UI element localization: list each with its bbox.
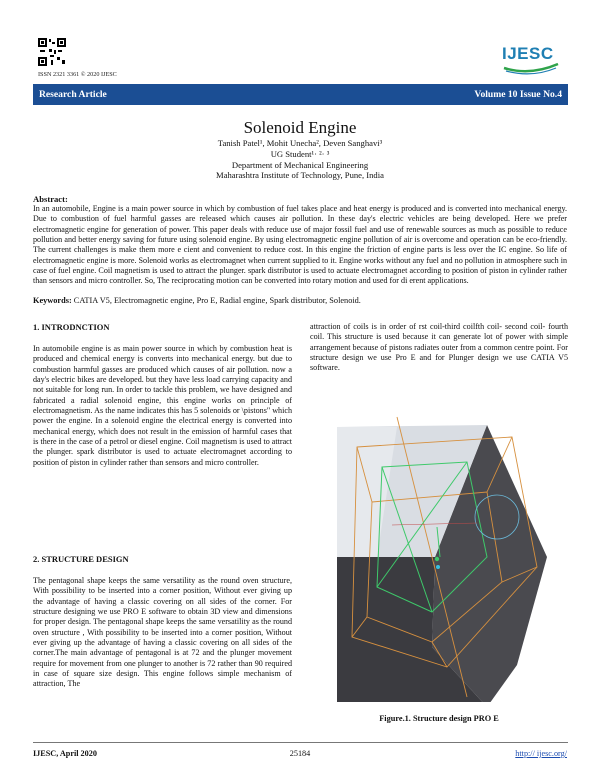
abstract-text: In an automobile, Engine is a main power source in which by combustion of fuel takes place and heat energy is produced and is converted into mechanical energy. Due to combustion of fuel harmful gasses are released which causes air pollution. In these day's electric vehicles are being developed. Here we prefer electromagnetic engine for generation of power. This paper deals with reduce use of major fossil fuel and use of renewable sources as much as possible to reduce pollution and better energy saving for future using solenoid engine. By using electromagnetic engine pollution of air is overcome and operation can be eco-friendly. The current challenges is make them more e cient and convenient to reduce cost. In this engine the friction of engine parts is less over the IC engine. So life of electromagnetic engine is more. Solenoid works as electromagnet when current supplied to it. Engine works without any fuel and no pollution in atmosphere such in case of fuel engine. Coil magnetism is used to attract the plunger. spark distributor is used to actuate electromagnet according to position of piston in cylinder rather than sensors and micro controller. So, The reciprocating motion can be converted into rotary motion and used for di erent applications. [33, 204, 567, 286]
institute: Maharashtra Institute of Technology, Pune, India [216, 170, 384, 180]
author-role: UG Student¹· ²· ³ [270, 149, 330, 159]
footer-journal: IJESC, April 2020 [33, 749, 97, 758]
qr-code [38, 38, 66, 66]
keywords-line [33, 296, 567, 305]
section2-heading: 2. STRUCTURE DESIGN [33, 554, 129, 564]
structure-design-figure [337, 407, 547, 702]
abstract-heading: Abstract: [33, 194, 68, 204]
keywords-text: CATIA V5, Electromagnetic engine, Pro E, Radial engine, Spark distributor, Solenoid. [71, 296, 361, 305]
section1-text: In automobile engine is as main power source in which by combustion heat is produced and chemical energy is converts into mechanical energy. but due to combustion harmful gasses are produced which causes of air pollution. now a day's electric bikes are developed. but they have less load carrying capacity and not suitable for long run. In order to tackle this problem, we have designed and fabricated a radial solenoid engine, this engine works on principle of electromagnetism. As the name indicates this has 5 solenoids or \pistons" which power the engine. In a solenoid engine the electrical energy is converted into mechanical energy, which does not result in the emission of harmful cases that is there in the case of a petrol or diesel engine. Coil magnetism is used to attract the plunger. spark distributor is used to actuate electromagnet according to position of piston in cylinder rather than sensors and micro controller. [33, 344, 292, 467]
section1-heading: 1. INTRODNCTION [33, 322, 110, 332]
issn-line: ISSN 2321 3361 © 2020 IJESC [38, 71, 117, 78]
footer-divider [33, 742, 568, 743]
authors: Tanish Patel¹, Mohit Unecha², Deven Sanghavi³ [217, 138, 383, 148]
article-type: Research Article [39, 89, 107, 100]
volume-issue: Volume 10 Issue No.4 [474, 89, 562, 100]
page-number: 25184 [289, 749, 311, 758]
journal-logo [496, 40, 566, 76]
article-banner [33, 84, 568, 105]
keywords-label: Keywords: [33, 296, 72, 305]
logo-text: IJESC [502, 44, 554, 63]
journal-url-link[interactable]: http:// ijesc.org/ [515, 749, 567, 758]
section2-text: The pentagonal shape keeps the same versatility as the round oven structure, With possibility to be inserted into a corner position, Without ever giving up the advantage of having a classic covering on all sides of the corner. For structure designing we use PRO E software to obtain 3D view and dimensions for proper design. The pentagonal shape keeps the same versatility as the round oven structure , With possibility to be inserted into a corner position, Without ever giving up the advantage of having a classic covering on all sides of the corner.The main advantage of pentagonal is at 72 and the plunger movement require for movement from one plunger to another is 72 rather than 90 required in case of square size design. This engine follows simple mechanism of attraction, The [33, 576, 292, 689]
column2-text: attraction of coils is in order of rst coil-third coilfth coil- second coil- fourth coil. This structure is used because it can generate lot of power with simple arrangement because of pistons radiates outer from a common centre point. For structure design we use Pro E and for Plunger design we use CATIA V5 software. [310, 322, 568, 373]
department: Department of Mechanical Engineering [231, 160, 369, 170]
figure-caption: Figure.1. Structure design PRO E [379, 714, 499, 723]
paper-title: Solenoid Engine [243, 118, 357, 137]
